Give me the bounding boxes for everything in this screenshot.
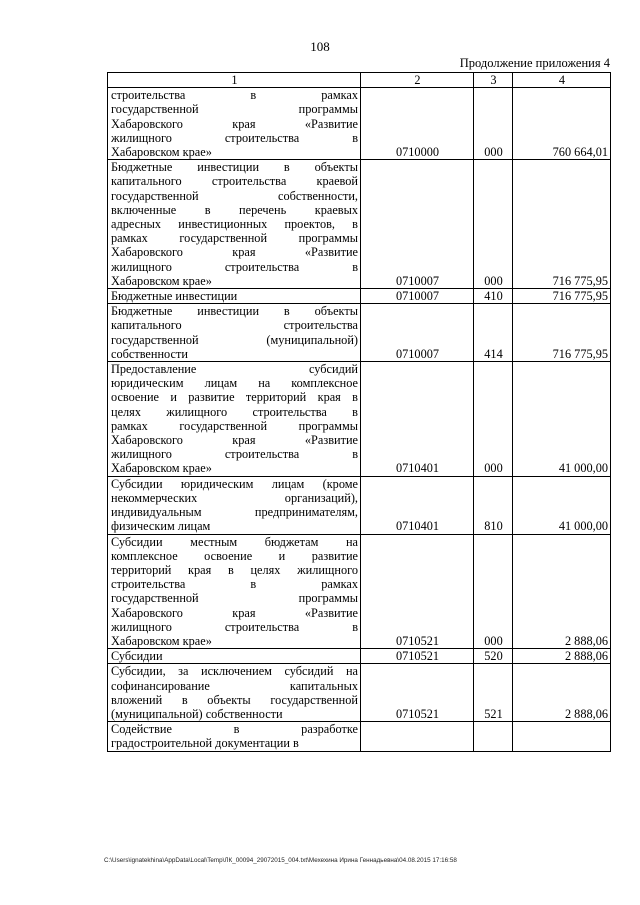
description-line: государственной (муниципальной)	[111, 332, 358, 347]
description-line: жилищного строительства в	[111, 259, 358, 274]
header-cell: 1	[108, 73, 361, 88]
row-amount: 41 000,00	[513, 362, 611, 477]
description-line: некоммерческих организаций),	[111, 490, 358, 505]
description-line: Хабаровском крае»	[111, 461, 212, 476]
description-line: Бюджетные инвестиции	[111, 289, 238, 304]
description-line: Субсидии местным бюджетам на	[111, 534, 358, 549]
row-expense-type	[474, 722, 513, 751]
table-row	[108, 88, 611, 160]
row-expense-type: 000	[474, 160, 513, 289]
description-line: Хабаровского края «Развитие	[111, 605, 358, 620]
description-line: Содействие в разработке	[111, 722, 358, 737]
row-code: 0710007	[361, 160, 474, 289]
description-line: территорий края в целях жилищного	[111, 562, 358, 577]
description-line: градостроительной документации в	[111, 736, 299, 751]
row-description	[108, 534, 361, 649]
row-code: 0710007	[361, 304, 474, 362]
description-line: Субсидии	[111, 649, 163, 664]
description-line: Бюджетные инвестиции в объекты	[111, 304, 358, 319]
row-expense-type: 520	[474, 649, 513, 664]
description-line: Субсидии, за исключением субсидий на	[111, 664, 358, 679]
row-code: 0710007	[361, 289, 474, 304]
table-row	[108, 649, 611, 664]
description-line: адресных инвестиционных проектов, в	[111, 217, 358, 232]
description-line: Хабаровского края «Развитие	[111, 433, 358, 448]
description-line: Хабаровском крае»	[111, 633, 212, 648]
description-line: (муниципальной) собственности	[111, 706, 283, 721]
header-cell: 2	[361, 73, 474, 88]
row-code: 0710000	[361, 88, 474, 160]
description-line: жилищного строительства в	[111, 447, 358, 462]
row-amount: 41 000,00	[513, 476, 611, 534]
row-amount: 716 775,95	[513, 289, 611, 304]
row-expense-type: 521	[474, 664, 513, 722]
description-line: Хабаровском крае»	[111, 273, 212, 288]
description-line: включенные в перечень краевых	[111, 202, 358, 217]
description-line: строительства в рамках	[111, 577, 358, 592]
row-expense-type: 000	[474, 534, 513, 649]
table-row	[108, 160, 611, 289]
table-row	[108, 476, 611, 534]
row-description	[108, 722, 361, 751]
description-line: Хабаровского края «Развитие	[111, 116, 358, 131]
row-code: 0710401	[361, 362, 474, 477]
row-code	[361, 722, 474, 751]
row-expense-type: 000	[474, 88, 513, 160]
row-code: 0710521	[361, 664, 474, 722]
table-row	[108, 304, 611, 362]
row-code: 0710521	[361, 534, 474, 649]
description-line: государственной программы	[111, 102, 358, 117]
row-amount: 716 775,95	[513, 304, 611, 362]
row-amount: 2 888,06	[513, 534, 611, 649]
table-row	[108, 722, 611, 751]
description-line: рамках государственной программы	[111, 418, 358, 433]
row-description	[108, 476, 361, 534]
description-line: целях жилищного строительства в	[111, 404, 358, 419]
row-expense-type: 000	[474, 362, 513, 477]
description-line: индивидуальным предпринимателям,	[111, 505, 358, 520]
row-description	[108, 160, 361, 289]
file-path-footer: C:\Users\ignatekhina\AppData\Local\Temp\ЛК_00094_29072015_004.txt\Мехехина Ирина Геннадьевна\04.08.2015 17:16:58	[104, 857, 457, 864]
page-number: 108	[310, 39, 330, 54]
description-line: капитального строительства	[111, 318, 358, 333]
description-line: Предоставление субсидий	[111, 362, 358, 377]
description-line: строительства в рамках	[111, 88, 358, 103]
description-line: жилищного строительства в	[111, 130, 358, 145]
table-row	[108, 289, 611, 304]
row-description	[108, 289, 361, 304]
budget-table	[107, 72, 611, 752]
description-line: вложений в объекты государственной	[111, 692, 358, 707]
description-line: жилищного строительства в	[111, 619, 358, 634]
row-expense-type: 410	[474, 289, 513, 304]
table-row	[108, 664, 611, 722]
description-line: рамках государственной программы	[111, 231, 358, 246]
description-line: юридическим лицам на комплексное	[111, 376, 358, 391]
table-row	[108, 534, 611, 649]
row-expense-type: 414	[474, 304, 513, 362]
description-line: Хабаровском крае»	[111, 145, 212, 160]
header-cell: 4	[513, 73, 611, 88]
description-line: Хабаровского края «Развитие	[111, 245, 358, 260]
table-header-row	[108, 73, 611, 88]
row-amount: 2 888,06	[513, 649, 611, 664]
header-cell: 3	[474, 73, 513, 88]
row-description	[108, 664, 361, 722]
description-line: освоение и развитие территорий края в	[111, 390, 358, 405]
row-description	[108, 362, 361, 477]
description-line: собственности	[111, 346, 188, 361]
description-line: государственной программы	[111, 591, 358, 606]
description-line: софинансирование капитальных	[111, 678, 358, 693]
row-code: 0710521	[361, 649, 474, 664]
row-code: 0710401	[361, 476, 474, 534]
description-line: государственной собственности,	[111, 188, 358, 203]
table-row	[108, 362, 611, 477]
row-description	[108, 649, 361, 664]
description-line: Бюджетные инвестиции в объекты	[111, 160, 358, 175]
row-description	[108, 88, 361, 160]
continuation-label: Продолжение приложения 4	[459, 56, 610, 70]
description-line: физическим лицам	[111, 519, 211, 534]
row-amount: 2 888,06	[513, 664, 611, 722]
row-description	[108, 304, 361, 362]
description-line: комплексное освоение и развитие	[111, 548, 358, 563]
row-amount	[513, 722, 611, 751]
description-line: Субсидии юридическим лицам (кроме	[111, 476, 358, 491]
row-expense-type: 810	[474, 476, 513, 534]
row-amount: 760 664,01	[513, 88, 611, 160]
row-amount: 716 775,95	[513, 160, 611, 289]
description-line: капитального строительства краевой	[111, 174, 358, 189]
